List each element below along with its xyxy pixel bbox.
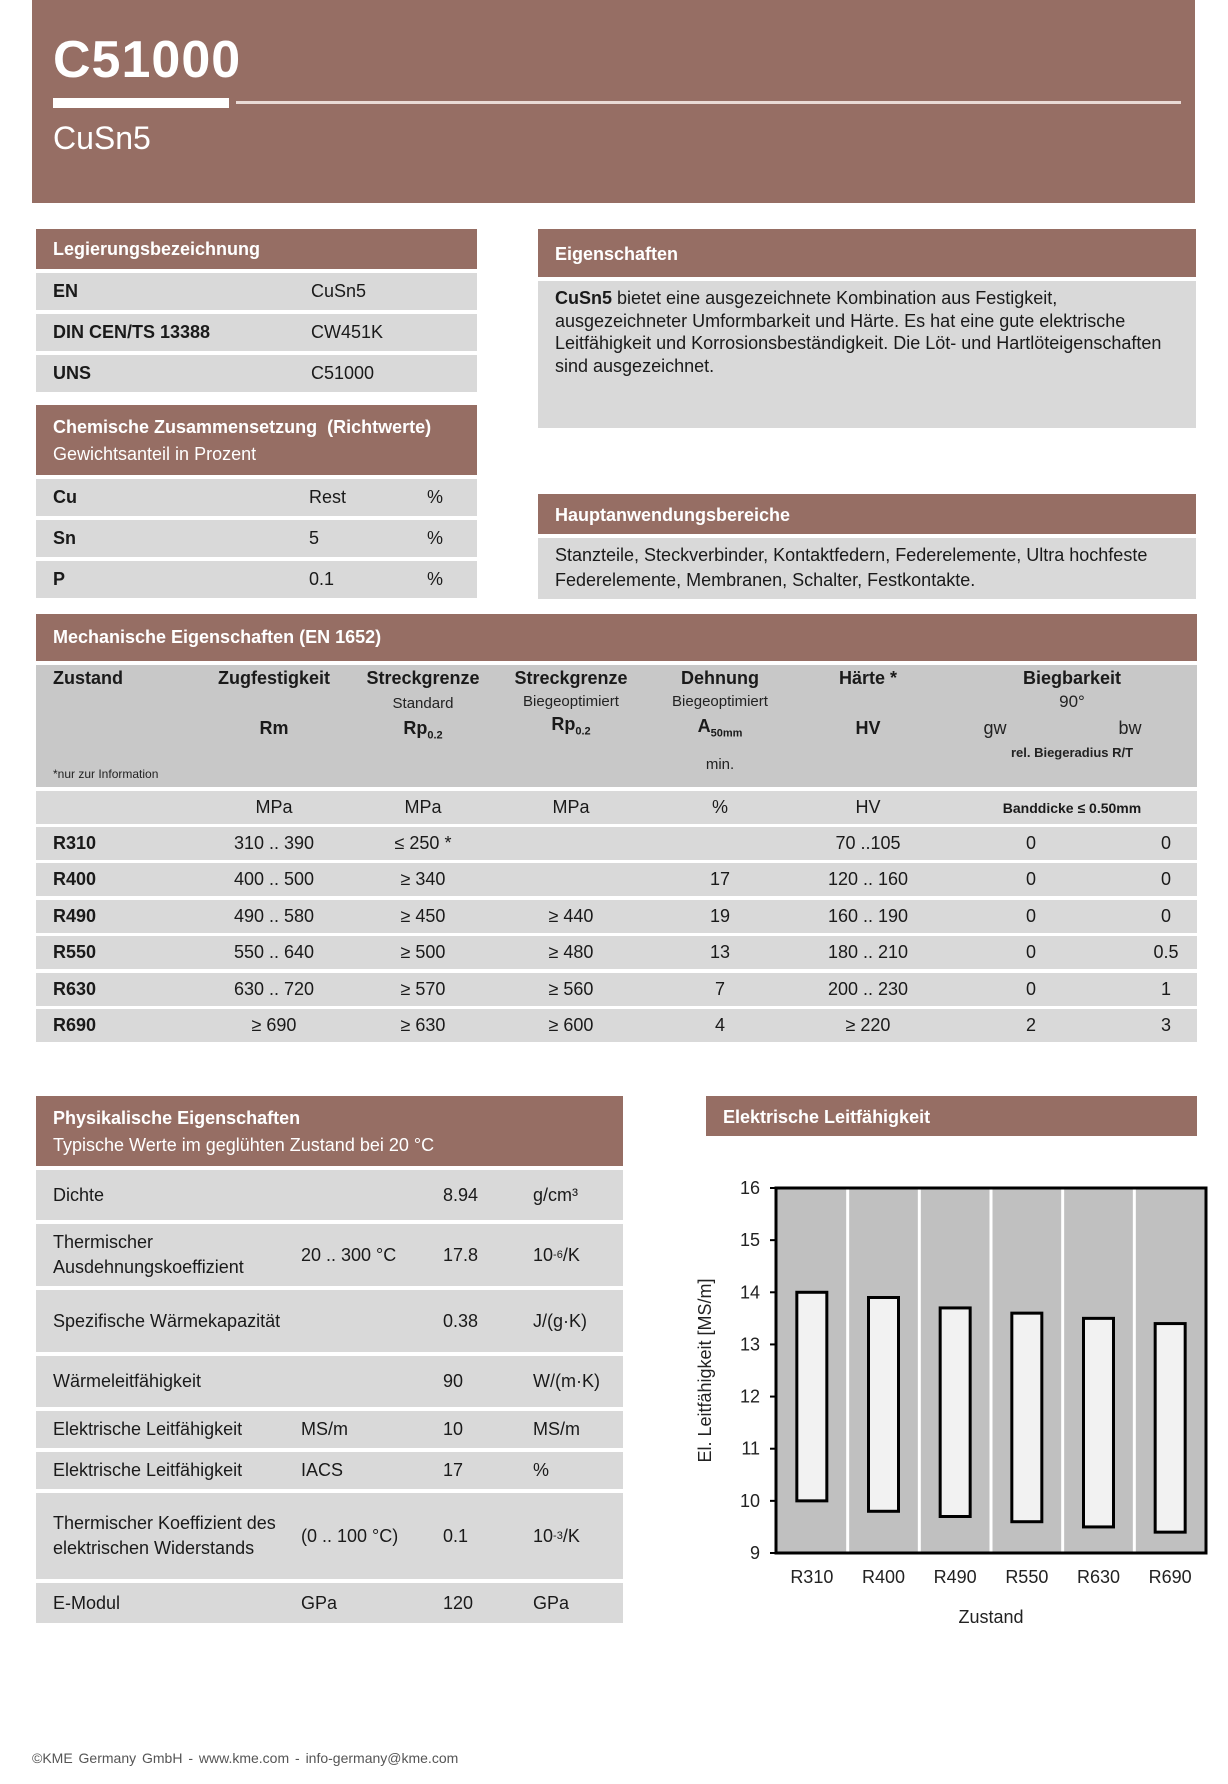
col-rm: Rm: [259, 718, 289, 738]
physical-title: Physikalische Eigenschaften: [53, 1108, 301, 1128]
cell-cond: [301, 1356, 441, 1407]
cell-bw: 0: [1160, 869, 1171, 890]
col-zugfestigkeit: Zugfestigkeit: [217, 668, 330, 688]
cell-rp: ≥ 630: [400, 1015, 446, 1035]
x-tick-label: R550: [1005, 1567, 1049, 1587]
cell-rp: ≤ 250 *: [394, 833, 452, 853]
element-value: Rest: [309, 487, 347, 507]
chemical-subtitle: Gewichtsanteil in Prozent: [53, 444, 257, 464]
cell-value: 10: [443, 1419, 464, 1439]
cell-unit: 10 -3 /K: [533, 1525, 580, 1546]
page-title: C51000: [53, 31, 242, 89]
cell-unit: 10 -6 /K: [533, 1244, 580, 1265]
col-streckgrenze-standard: Streckgrenze: [366, 668, 480, 688]
cell-rp: ≥ 500: [400, 942, 446, 963]
y-tick-label: 12: [739, 1386, 760, 1407]
x-tick-label: R400: [861, 1567, 906, 1587]
element-symbol: Sn: [53, 528, 77, 548]
cell-zustand: R310: [53, 833, 97, 853]
cell-rpb: ≥ 440: [548, 905, 594, 926]
cell-value: 90: [443, 1371, 464, 1391]
title-underline: [53, 98, 229, 108]
physical-heading: [36, 1096, 623, 1166]
cell-cond: IACS: [301, 1460, 344, 1480]
col-a50: [645, 716, 795, 740]
cell-rpb: [496, 827, 646, 860]
conductivity-chart: [690, 1160, 1210, 1660]
cell-zustand: R490: [53, 905, 97, 926]
table-row: [36, 827, 1197, 860]
info-note: *nur zur Information: [53, 767, 159, 781]
cell-rm: 550 .. 640: [233, 942, 315, 963]
cell-gw: 0: [1025, 978, 1036, 999]
table-row: [36, 1009, 1197, 1042]
cell-rm: 630 .. 720: [233, 978, 315, 999]
cell-zustand: R630: [53, 978, 97, 999]
range-bar: [1012, 1313, 1042, 1522]
cell-gw: 0: [1025, 905, 1036, 926]
cell-zustand: R550: [53, 942, 97, 963]
table-row: [36, 863, 1197, 896]
page-subtitle: CuSn5: [53, 120, 151, 156]
cell-value: 17: [443, 1460, 464, 1480]
table-row: [36, 1170, 623, 1220]
cell-unit: W/(m·K): [533, 1371, 600, 1391]
col-streckgrenze-biege: Streckgrenze: [514, 668, 628, 688]
header-rule: [236, 101, 1181, 104]
cell-name: Dichte: [53, 1184, 105, 1205]
cell-bw: 0: [1160, 833, 1171, 853]
cell-hv: 180 .. 210: [827, 942, 909, 963]
designation-label: UNS: [53, 363, 92, 383]
cell-value: 17.8: [443, 1244, 479, 1265]
a-symbol: A: [697, 716, 711, 736]
y-tick-label: 11: [741, 1438, 760, 1459]
cell-hv: 160 .. 190: [827, 905, 909, 926]
cell-gw: 0: [1025, 869, 1036, 890]
element-symbol: Cu: [53, 487, 77, 507]
col-streckgrenze-standard-sub: Standard: [392, 695, 454, 712]
element-unit: %: [427, 569, 444, 589]
cell-a: 17: [709, 869, 731, 890]
cell-gw: 0: [1025, 942, 1036, 963]
unit-cell: Banddicke ≤ 0.50mm: [1002, 799, 1142, 816]
cell-hv: 200 .. 230: [827, 978, 909, 999]
y-tick-label: 13: [739, 1334, 760, 1355]
element-unit: %: [427, 528, 444, 548]
cell-cond: [301, 1170, 441, 1220]
cell-unit: MS/m: [533, 1419, 580, 1439]
designation-row: [36, 355, 477, 392]
table-row: [36, 1583, 623, 1623]
element-value: 0.1: [309, 569, 335, 589]
conductivity-heading: Elektrische Leitfähigkeit: [706, 1096, 1197, 1136]
designation-row: [36, 273, 477, 310]
cell-gw: 2: [1025, 1015, 1036, 1035]
cell-unit: %: [533, 1460, 550, 1480]
table-row: [36, 1224, 623, 1286]
col-rp: [348, 718, 498, 742]
cell-rm: ≥ 690: [251, 1015, 297, 1035]
cell-a: [645, 827, 795, 860]
unit-cell: MPa: [552, 797, 590, 817]
rp-subscript: 0.2: [575, 725, 591, 738]
cell-a: 4: [714, 1015, 725, 1035]
col-biegbarkeit: Biegbarkeit: [1022, 668, 1122, 688]
cell-gw: 0: [1025, 833, 1036, 853]
unit-cell: MPa: [404, 797, 442, 817]
cell-rpb: [496, 863, 646, 896]
cell-unit: GPa: [533, 1592, 570, 1613]
col-biegbarkeit-angle: 90°: [1059, 692, 1085, 711]
x-tick-label: R690: [1148, 1567, 1192, 1587]
table-row: [36, 1493, 623, 1579]
chemical-row: [36, 561, 477, 598]
col-streckgrenze-biege-sub: Biegeoptimiert: [523, 693, 619, 710]
cell-hv: 70 ..105: [835, 833, 901, 853]
cell-name: Spezifische Wärmekapazität: [53, 1310, 281, 1331]
cell-zustand: R690: [53, 1015, 97, 1035]
range-bar: [1084, 1318, 1114, 1527]
applications-text: Stanzteile, Steckverbinder, Kontaktfedern, Federelemente, Ultra hochfeste Federelemente, Membranen, Schalter, Festkontakte.: [538, 538, 1196, 599]
col-radius: rel. Biegeradius R/T: [1010, 745, 1134, 760]
unit-cell: MPa: [255, 797, 293, 817]
designation-row: [36, 314, 477, 351]
cell-name: Thermischer Koeffizient des elektrischen Widerstands: [53, 1513, 276, 1558]
rp-symbol: Rp: [403, 718, 428, 738]
cell-name: Elektrische Leitfähigkeit: [53, 1419, 243, 1439]
designation-value: CuSn5: [311, 281, 367, 301]
cell-name: Elektrische Leitfähigkeit: [53, 1460, 243, 1480]
table-row: [36, 1452, 623, 1489]
range-bar: [1155, 1324, 1185, 1533]
chemical-row: [36, 520, 477, 557]
mechanical-heading: Mechanische Eigenschaften (EN 1652): [36, 614, 1197, 661]
cell-unit: g/cm³: [533, 1184, 578, 1205]
cell-hv: ≥ 220: [845, 1015, 891, 1035]
rp-subscript: 0.2: [427, 729, 443, 742]
cell-rm: 310 .. 390: [233, 833, 315, 853]
col-zustand: Zustand: [53, 668, 123, 688]
cell-value: 8.94: [443, 1184, 479, 1205]
unit-cell: HV: [855, 797, 881, 817]
cell-a: 19: [709, 905, 731, 926]
cell-value: 0.1: [443, 1525, 469, 1546]
applications-heading: Hauptanwendungsbereiche: [538, 494, 1196, 534]
cell-rp: ≥ 450: [400, 905, 446, 926]
cell-rpb: ≥ 560: [548, 978, 594, 999]
cell-cond: MS/m: [301, 1419, 348, 1439]
table-row: [36, 1290, 623, 1352]
cell-value: 120: [443, 1592, 474, 1613]
col-hv: HV: [855, 718, 881, 738]
element-symbol: P: [53, 569, 66, 589]
footer-text: ©KME Germany GmbH - www.kme.com - info-germany@kme.com: [32, 1750, 459, 1766]
y-axis-label: El. Leitfähigkeit [MS/m]: [695, 1278, 715, 1463]
table-row: [36, 1411, 623, 1448]
chemical-heading: [36, 405, 477, 475]
designation-label: DIN CEN/TS 13388: [53, 322, 211, 342]
cell-zustand: R400: [53, 869, 97, 890]
cell-name: E-Modul: [53, 1592, 121, 1613]
x-tick-label: R490: [933, 1567, 977, 1587]
properties-heading: Eigenschaften: [538, 229, 1196, 277]
table-row: [36, 936, 1197, 969]
table-row: [36, 900, 1197, 933]
range-bar: [869, 1298, 899, 1512]
properties-lead: CuSn5: [555, 288, 613, 308]
cell-bw: 3: [1160, 1015, 1171, 1035]
table-row: [36, 973, 1197, 1006]
x-tick-label: R630: [1076, 1567, 1121, 1587]
cell-name: Wärmeleitfähigkeit: [53, 1371, 202, 1391]
cell-cond: GPa: [301, 1592, 338, 1613]
element-value: 5: [309, 528, 320, 548]
col-bw: bw: [1118, 718, 1142, 738]
cell-cond: [301, 1290, 441, 1352]
chemical-row: [36, 479, 477, 516]
physical-subtitle: Typische Werte im geglühten Zustand bei 20 °C: [53, 1135, 435, 1155]
properties-text-box: [538, 281, 1196, 428]
cell-bw: 1: [1160, 978, 1171, 999]
cell-bw: 0.5: [1153, 942, 1179, 963]
cell-a: 13: [709, 942, 731, 963]
cell-rpb: ≥ 480: [548, 942, 594, 963]
col-dehnung-sub: Biegeoptimiert: [672, 693, 768, 710]
range-bar: [797, 1292, 827, 1501]
range-bar: [940, 1308, 970, 1517]
col-haerte: Härte *: [838, 668, 898, 688]
unit-cell: %: [711, 797, 728, 817]
cell-a: 7: [714, 978, 725, 999]
table-row: [36, 1356, 623, 1407]
col-rp-biege: [496, 714, 646, 738]
element-unit: %: [427, 487, 444, 507]
col-min: min.: [705, 756, 735, 773]
a-subscript: 50mm: [710, 727, 743, 740]
designation-label: EN: [53, 281, 79, 301]
rp-symbol: Rp: [551, 714, 576, 734]
y-tick-label: 10: [739, 1490, 760, 1511]
designation-heading: Legierungsbezeichnung: [36, 229, 477, 269]
cell-rm: 490 .. 580: [233, 905, 315, 926]
cell-cond: (0 .. 100 °C): [301, 1525, 399, 1546]
cell-rm: 400 .. 500: [233, 869, 315, 890]
y-tick-label: 9: [749, 1543, 760, 1563]
cell-bw: 0: [1160, 905, 1171, 926]
col-gw: gw: [983, 718, 1007, 738]
designation-value: CW451K: [311, 322, 384, 342]
designation-value: C51000: [311, 363, 375, 383]
cell-hv: 120 .. 160: [827, 869, 909, 890]
cell-name: Thermischer Ausdehnungskoeffizient: [53, 1232, 244, 1277]
x-axis-label: Zustand: [958, 1607, 1024, 1627]
cell-unit: J/(g·K): [533, 1310, 587, 1331]
y-tick-label: 15: [739, 1230, 760, 1251]
cell-value: 0.38: [443, 1310, 479, 1331]
y-tick-label: 16: [739, 1178, 760, 1198]
cell-rp: ≥ 570: [400, 978, 446, 999]
chemical-title: Chemische Zusammensetzung (Richtwerte): [53, 417, 432, 437]
y-tick-label: 14: [739, 1282, 760, 1303]
x-tick-label: R310: [790, 1567, 834, 1587]
units-row: [36, 791, 1197, 824]
cell-rpb: ≥ 600: [548, 1015, 594, 1035]
cell-rp: ≥ 340: [400, 869, 446, 890]
properties-text: bietet eine ausgezeichnete Kombination aus Festigkeit, ausgezeichneter Umformbarkeit und Härte. Es hat eine gute elektrische Leitfähigkeit und Korrosionsbeständigkeit. Die Löt- und Hartlöteigenschaften sind ausgezeichnet.: [555, 288, 1162, 376]
col-dehnung: Dehnung: [681, 668, 759, 688]
cell-cond: 20 .. 300 °C: [301, 1244, 397, 1265]
